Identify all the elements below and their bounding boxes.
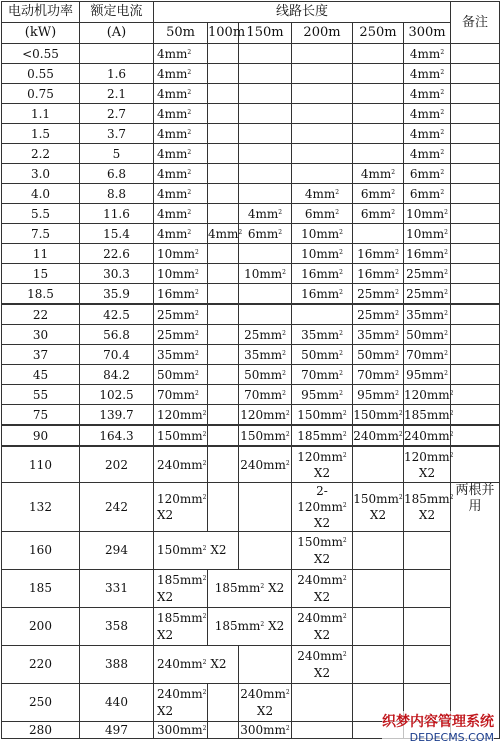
cable-cell-250m: $35mm^2$ [353, 325, 404, 345]
header-remark: 备注 [451, 2, 500, 44]
cable-cell-50m: $150mm^2$ [154, 425, 208, 446]
remark-cell [451, 325, 500, 345]
cable-cell-50m: $70mm^2$ [154, 385, 208, 405]
remark-cell [451, 104, 500, 124]
cable-cell-50m: $4mm^2$ [154, 184, 208, 204]
cable-cell-100m [208, 84, 239, 104]
cable-cell-250m [353, 44, 404, 64]
cable-cell-50m: $4mm^2$ [154, 104, 208, 124]
table-row [2, 365, 500, 385]
power-cell: 185 [2, 570, 80, 608]
cable-cell-150m: $185mm^2$ X2 [208, 570, 292, 608]
cable-cell-300m: $25mm^2$ [404, 284, 451, 305]
header-power-unit: (kW) [2, 23, 80, 44]
current-cell: 164.3 [80, 425, 154, 446]
table-row [2, 244, 500, 264]
power-cell: 280 [2, 722, 80, 739]
cable-cell-300m: $4mm^2$ [404, 144, 451, 164]
cable-cell-100m [208, 284, 239, 305]
table-row [2, 184, 500, 204]
current-cell: 56.8 [80, 325, 154, 345]
cable-cell-50m: $240mm^2$ [154, 446, 208, 483]
cable-cell-200m [292, 84, 353, 104]
cable-cell-50m: $4mm^2$ [154, 64, 208, 84]
cable-cell-300m: $185mm^2$ [404, 405, 451, 426]
cable-cell-200m: $6mm^2$ [292, 204, 353, 224]
remark-cell [451, 405, 500, 426]
cable-cell-50m: $25mm^2$ [154, 304, 208, 325]
cable-cell-150m: $70mm^2$ [239, 385, 292, 405]
power-cell: 3.0 [2, 164, 80, 184]
cable-cell-200m: $240mm^2$ X2 [292, 646, 353, 684]
cable-cell-100m [208, 425, 239, 446]
watermark-url: DEDECMS.COM [382, 731, 494, 744]
table-row [2, 284, 500, 305]
cable-cell-150m: $185mm^2$ X2 [208, 608, 292, 646]
cable-cell-50m: $10mm^2$ [154, 264, 208, 284]
current-cell: 30.3 [80, 264, 154, 284]
header-current-unit: (A) [80, 23, 154, 44]
cable-cell-150m [239, 164, 292, 184]
cable-cell-50m: $185mm^2$ X2 [154, 570, 208, 608]
cable-cell-250m [353, 570, 404, 608]
power-cell: 200 [2, 608, 80, 646]
remark-cell [451, 84, 500, 104]
cable-cell-300m: $50mm^2$ [404, 325, 451, 345]
remark-note: 两根并用 [451, 483, 500, 739]
header-length-50m: 50m [154, 23, 208, 44]
cable-cell-300m [404, 684, 451, 722]
cable-cell-250m [353, 144, 404, 164]
current-cell: 11.6 [80, 204, 154, 224]
remark-cell [451, 64, 500, 84]
cable-cell-250m: $70mm^2$ [353, 365, 404, 385]
cable-cell-150m [239, 244, 292, 264]
cable-cell-300m: $95mm^2$ [404, 365, 451, 385]
cable-cell-300m: $120mm^2$ X2 [404, 446, 451, 483]
cable-cell-100m [208, 446, 239, 483]
cable-cell-100m [208, 104, 239, 124]
cable-cell-250m: $4mm^2$ [353, 164, 404, 184]
table-row [2, 224, 500, 244]
cable-cell-300m [404, 608, 451, 646]
table-row [2, 570, 500, 608]
cable-cell-100m [208, 304, 239, 325]
power-cell: 75 [2, 405, 80, 426]
cable-cell-200m: $70mm^2$ [292, 365, 353, 385]
remark-cell [451, 284, 500, 305]
cable-cell-250m [353, 446, 404, 483]
cable-cell-250m: $16mm^2$ [353, 244, 404, 264]
cable-cell-150m [239, 124, 292, 144]
table-row [2, 608, 500, 646]
table-row [2, 405, 500, 426]
cable-cell-50m: $4mm^2$ [154, 84, 208, 104]
cable-cell-150m [239, 284, 292, 305]
cable-cell-50m: $120mm^2$ [154, 405, 208, 426]
power-cell: 90 [2, 425, 80, 446]
cable-cell-250m [353, 104, 404, 124]
cable-cell-100m [208, 124, 239, 144]
cable-cell-50m: $16mm^2$ [154, 284, 208, 305]
power-cell: 30 [2, 325, 80, 345]
cable-cell-300m: $35mm^2$ [404, 304, 451, 325]
cable-cell-100m [208, 483, 239, 532]
cable-cell-300m [404, 646, 451, 684]
cable-cell-200m [292, 164, 353, 184]
cable-cell-50m: $120mm^2$ X2 [154, 483, 208, 532]
cable-cell-100m [208, 44, 239, 64]
remark-cell [451, 44, 500, 64]
power-cell: 132 [2, 483, 80, 532]
remark-cell [451, 304, 500, 325]
power-cell: 1.5 [2, 124, 80, 144]
cable-cell-100m [208, 405, 239, 426]
remark-cell [451, 365, 500, 385]
current-cell: 202 [80, 446, 154, 483]
cable-cell-200m [292, 124, 353, 144]
cable-cell-150m: $4mm^2$ [239, 204, 292, 224]
cable-cell-100m [208, 204, 239, 224]
cable-cell-50m: $185mm^2$ X2 [154, 608, 208, 646]
power-cell: 37 [2, 345, 80, 365]
cable-cell-250m: $25mm^2$ [353, 284, 404, 305]
table-row [2, 164, 500, 184]
cable-cell-300m [404, 722, 451, 739]
table-body [2, 44, 500, 739]
cable-cell-150m [239, 64, 292, 84]
header-current: 额定电流 [80, 2, 154, 23]
cable-cell-200m [292, 144, 353, 164]
header-length-100m: 100m [208, 23, 239, 44]
cable-cell-50m: $50mm^2$ [154, 365, 208, 385]
cable-cell-200m: $185mm^2$ [292, 425, 353, 446]
cable-cell-250m: $95mm^2$ [353, 385, 404, 405]
cable-cell-100m [208, 684, 239, 722]
remark-cell [451, 124, 500, 144]
remark-cell [451, 425, 500, 446]
power-cell: 45 [2, 365, 80, 385]
power-cell: 0.75 [2, 84, 80, 104]
table-row [2, 84, 500, 104]
current-cell: 440 [80, 684, 154, 722]
cable-cell-200m: $16mm^2$ [292, 284, 353, 305]
cable-cell-50m: $4mm^2$ [154, 224, 208, 244]
power-cell: 4.0 [2, 184, 80, 204]
power-cell: 11 [2, 244, 80, 264]
table-row [2, 425, 500, 446]
current-cell: 3.7 [80, 124, 154, 144]
table-row [2, 44, 500, 64]
current-cell: 8.8 [80, 184, 154, 204]
cable-cell-300m: $10mm^2$ [404, 224, 451, 244]
current-cell: 358 [80, 608, 154, 646]
table-row [2, 722, 500, 739]
cable-cell-150m [239, 184, 292, 204]
cable-cell-150m: $25mm^2$ [239, 325, 292, 345]
cable-cell-300m: $4mm^2$ [404, 124, 451, 144]
cable-cell-300m: $4mm^2$ [404, 44, 451, 64]
cable-cell-100m [208, 164, 239, 184]
cable-cell-200m: $120mm^2$ X2 [292, 446, 353, 483]
cable-cell-300m: $70mm^2$ [404, 345, 451, 365]
cable-cell-250m: $150mm^2$ X2 [353, 483, 404, 532]
cable-cell-200m: $4mm^2$ [292, 184, 353, 204]
power-cell: 0.55 [2, 64, 80, 84]
cable-cell-100m [208, 365, 239, 385]
power-cell: 22 [2, 304, 80, 325]
cable-cell-250m [353, 532, 404, 570]
cable-cell-300m: $10mm^2$ [404, 204, 451, 224]
cable-cell-50m: $35mm^2$ [154, 345, 208, 365]
cable-cell-150m: $150mm^2$ [239, 425, 292, 446]
cable-cell-200m: $10mm^2$ [292, 224, 353, 244]
power-cell: <0.55 [2, 44, 80, 64]
cable-cell-250m: $240mm^2$ [353, 425, 404, 446]
cable-cell-300m: $25mm^2$ [404, 264, 451, 284]
cable-cell-250m [353, 722, 404, 739]
current-cell: 1.6 [80, 64, 154, 84]
cable-cell-100m [208, 325, 239, 345]
power-cell: 5.5 [2, 204, 80, 224]
power-cell: 160 [2, 532, 80, 570]
power-cell: 55 [2, 385, 80, 405]
cable-cell-250m [353, 224, 404, 244]
header-length-200m: 200m [292, 23, 353, 44]
cable-cell-200m [292, 64, 353, 84]
remark-cell [451, 204, 500, 224]
cable-cell-150m: $240mm^2$ [239, 446, 292, 483]
cable-cell-200m: $95mm^2$ [292, 385, 353, 405]
cable-cell-250m [353, 684, 404, 722]
cable-cell-150m [239, 144, 292, 164]
current-cell: 5 [80, 144, 154, 164]
cable-cell-250m [353, 608, 404, 646]
remark-cell [451, 144, 500, 164]
power-cell: 7.5 [2, 224, 80, 244]
cable-cell-50m: $4mm^2$ [154, 144, 208, 164]
header-power: 电动机功率 [2, 2, 80, 23]
current-cell: 70.4 [80, 345, 154, 365]
cable-cell-150m [239, 44, 292, 64]
cable-cell-200m [292, 684, 353, 722]
cable-cell-150m [239, 532, 292, 570]
current-cell: 242 [80, 483, 154, 532]
table-row [2, 144, 500, 164]
cable-cell-50m: $25mm^2$ [154, 325, 208, 345]
cable-cell-150m [239, 646, 292, 684]
header-length-150m: 150m [239, 23, 292, 44]
remark-cell [451, 345, 500, 365]
cable-cell-100m [208, 184, 239, 204]
cable-cell-250m [353, 646, 404, 684]
current-cell [80, 44, 154, 64]
table-row [2, 483, 500, 532]
cable-cell-250m: $6mm^2$ [353, 204, 404, 224]
cable-cell-200m [292, 44, 353, 64]
current-cell: 331 [80, 570, 154, 608]
cable-cell-200m: $50mm^2$ [292, 345, 353, 365]
cable-cell-300m [404, 570, 451, 608]
cable-cell-200m [292, 722, 353, 739]
cable-cell-200m [292, 304, 353, 325]
cable-cell-250m [353, 64, 404, 84]
cable-cell-150m: $120mm^2$ [239, 405, 292, 426]
remark-cell [451, 184, 500, 204]
power-cell: 250 [2, 684, 80, 722]
table-row [2, 264, 500, 284]
table-row [2, 325, 500, 345]
table-row [2, 64, 500, 84]
cable-cell-250m: $16mm^2$ [353, 264, 404, 284]
cable-cell-200m: $240mm^2$ X2 [292, 570, 353, 608]
current-cell: 388 [80, 646, 154, 684]
current-cell: 2.1 [80, 84, 154, 104]
current-cell: 294 [80, 532, 154, 570]
cable-cell-50m: $4mm^2$ [154, 164, 208, 184]
cable-cell-100m [208, 64, 239, 84]
remark-cell [451, 164, 500, 184]
table-row [2, 124, 500, 144]
cable-cell-200m: $16mm^2$ [292, 264, 353, 284]
cable-cell-150m [239, 104, 292, 124]
power-cell: 2.2 [2, 144, 80, 164]
cable-cell-50m: $150mm^2$ X2 [154, 532, 239, 570]
cable-cell-250m: $6mm^2$ [353, 184, 404, 204]
cable-cell-250m: $25mm^2$ [353, 304, 404, 325]
cable-cell-200m: $35mm^2$ [292, 325, 353, 345]
current-cell: 497 [80, 722, 154, 739]
table-row [2, 646, 500, 684]
current-cell: 42.5 [80, 304, 154, 325]
table-row [2, 104, 500, 124]
header-line-length: 线路长度 [154, 2, 451, 23]
table-row [2, 532, 500, 570]
cable-cell-150m [239, 84, 292, 104]
cable-cell-300m: $16mm^2$ [404, 244, 451, 264]
cable-cell-300m: $240mm^2$ [404, 425, 451, 446]
table-row [2, 204, 500, 224]
cable-cell-250m: $50mm^2$ [353, 345, 404, 365]
remark-cell [451, 385, 500, 405]
cable-cell-150m: $300mm^2$ [240, 723, 290, 737]
table-row [2, 446, 500, 483]
cable-cell-300m: $185mm^2$ X2 [404, 483, 451, 532]
cable-cell-250m [353, 84, 404, 104]
power-cell: 1.1 [2, 104, 80, 124]
cable-cell-200m: $150mm^2$ [292, 405, 353, 426]
cable-cell-150m: $10mm^2$ [239, 264, 292, 284]
cable-cell-300m: $120mm^2$ [404, 385, 451, 405]
cable-cell-50m: $10mm^2$ [154, 244, 208, 264]
cable-cell-150m [239, 304, 292, 325]
cable-cell-50m: $4mm^2$ [154, 204, 208, 224]
current-cell: 22.6 [80, 244, 154, 264]
header-length-250m: 250m [353, 23, 404, 44]
cable-selection-table [1, 1, 500, 739]
cable-cell-200m [292, 104, 353, 124]
cable-cell-150m [239, 483, 292, 532]
cable-cell-100m [208, 264, 239, 284]
cable-cell-100m [208, 385, 239, 405]
cable-cell-150m: $35mm^2$ [239, 345, 292, 365]
cable-cell-200m: $150mm^2$ X2 [292, 532, 353, 570]
table-row [2, 345, 500, 365]
cable-cell-200m: $10mm^2$ [292, 244, 353, 264]
power-cell: 110 [2, 446, 80, 483]
remark-cell [451, 446, 500, 483]
remark-cell [451, 264, 500, 284]
cable-cell-100m [208, 345, 239, 365]
cable-cell-250m: $150mm^2$ [353, 405, 404, 426]
cable-cell-100m [208, 722, 239, 739]
cable-cell-50m: $240mm^2$ X2 [154, 646, 239, 684]
cable-cell-50m: $4mm^2$ [154, 124, 208, 144]
current-cell: 15.4 [80, 224, 154, 244]
table-row [2, 385, 500, 405]
current-cell: 84.2 [80, 365, 154, 385]
cable-cell-100m [208, 144, 239, 164]
header-length-300m: 300m [404, 23, 451, 44]
remark-cell [451, 224, 500, 244]
watermark-title: 织梦内容管理系统 [382, 711, 494, 731]
current-cell: 2.7 [80, 104, 154, 124]
cable-cell-200m: $240mm^2$ X2 [292, 608, 353, 646]
power-cell: 18.5 [2, 284, 80, 305]
cable-cell-250m [353, 124, 404, 144]
cable-cell-50m: $240mm^2$ X2 [154, 684, 208, 722]
cable-cell-300m [404, 532, 451, 570]
current-cell: 102.5 [80, 385, 154, 405]
cable-cell-300m: $4mm^2$ [404, 64, 451, 84]
cable-cell-50m: $300mm^2$ [154, 722, 208, 739]
cable-cell-300m: $6mm^2$ [404, 164, 451, 184]
cable-cell-300m: $4mm^2$ [404, 84, 451, 104]
cable-cell-100m: $4mm^2$ [208, 224, 239, 244]
remark-cell [451, 244, 500, 264]
cable-cell-150m: $6mm^2$ [239, 224, 292, 244]
cable-cell-50m: $4mm^2$ [154, 44, 208, 64]
cable-cell-200m: $2-120mm^2$ X2 [292, 483, 353, 532]
power-cell: 15 [2, 264, 80, 284]
table-row [2, 684, 500, 722]
cable-cell-150m: $50mm^2$ [239, 365, 292, 385]
current-cell: 35.9 [80, 284, 154, 305]
cable-cell-300m: $6mm^2$ [404, 184, 451, 204]
current-cell: 139.7 [80, 405, 154, 426]
table-row [2, 304, 500, 325]
cable-cell-150m: $240mm^2$ X2 [239, 684, 292, 722]
power-cell: 220 [2, 646, 80, 684]
current-cell: 6.8 [80, 164, 154, 184]
cable-cell-100m [208, 244, 239, 264]
cable-cell-300m: $4mm^2$ [404, 104, 451, 124]
